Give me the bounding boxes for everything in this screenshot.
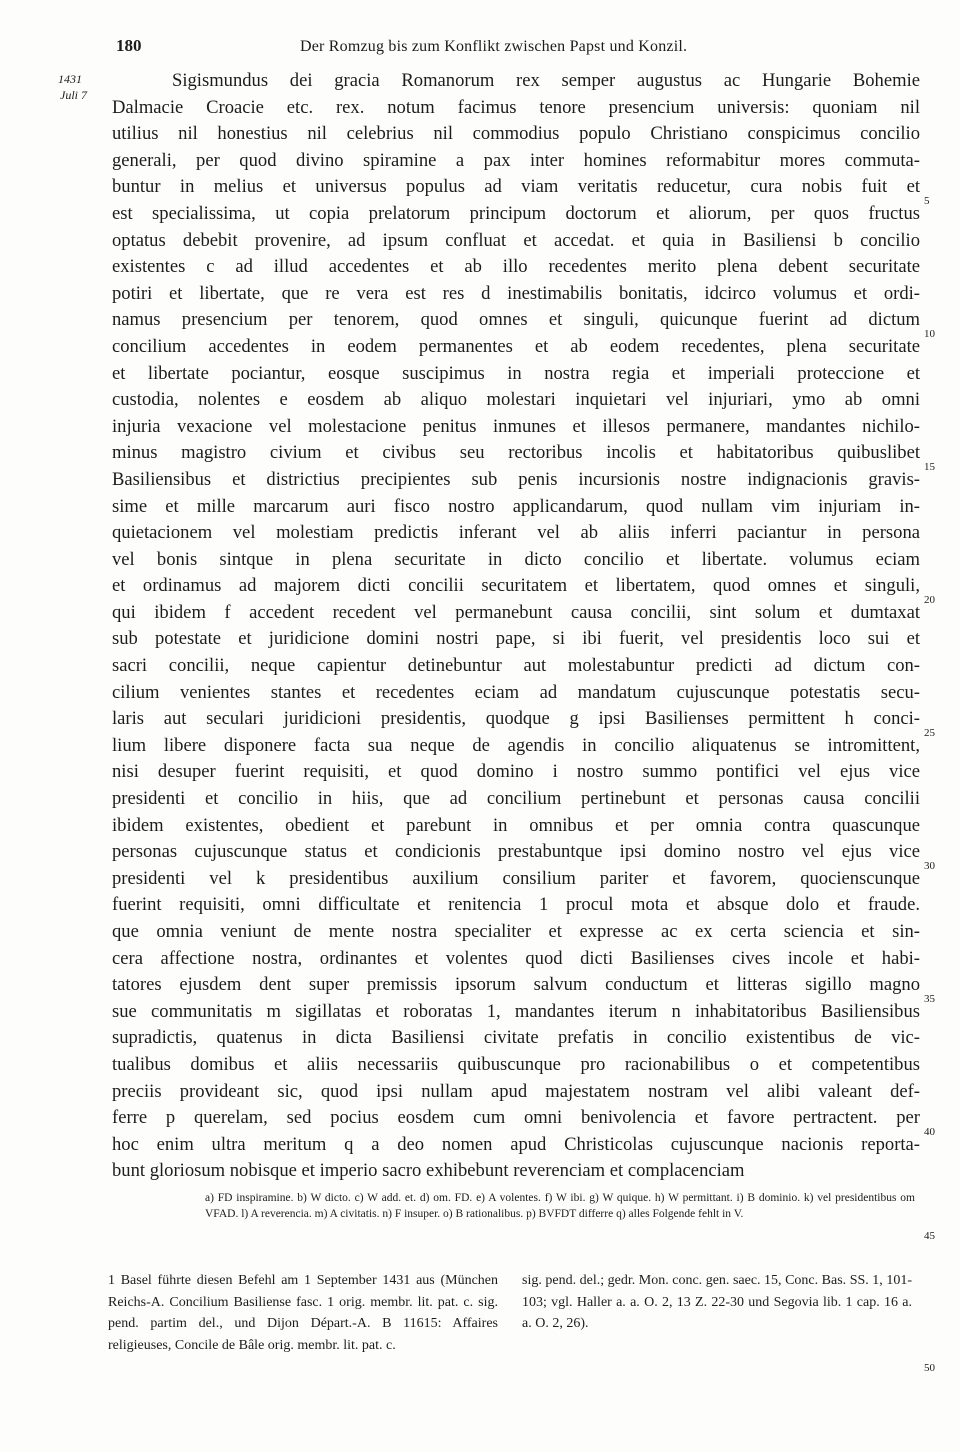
page-number: 180	[116, 36, 142, 55]
text-line: presidenti et concilio in hiis, que ad concilium pertinebunt et personas causa concilii	[112, 788, 920, 810]
text-line: et ordinamus ad majorem dicti concilii securitatem et libertatem, quod omnes et singuli,	[112, 575, 920, 597]
line-number: 50	[924, 1362, 935, 1374]
text-line: vel bonis sintque in plena securitate in dicto concilio et libertate. volumus eciam	[112, 548, 920, 570]
text-line: Dalmacie Croacie etc. rex. notum facimus tenore presencium universis: quoniam nil	[112, 96, 920, 118]
line-number: 40	[924, 1126, 935, 1138]
text-line: concilium accedentes in eodem permanentes et ab eodem recedentes, plena securitate	[112, 335, 920, 357]
line-number: 15	[924, 461, 935, 473]
line-number: 35	[924, 993, 935, 1005]
text-line: que omnia veniunt de mente nostra specialiter et expresse ac ex certa sciencia et sin-	[112, 921, 920, 942]
text-line: presidenti vel k presidentibus auxilium consilium pariter et favorem, quocienscunque	[112, 867, 920, 889]
text-line: existentes c ad illud accedentes et ab illo recedentes merito plena debent securitate	[112, 256, 920, 278]
text-line: laris aut seculari juridicioni presidentis, quodque g ipsi Basilienses permittent h conci-	[112, 708, 920, 730]
text-line: potiri et libertate, que re vera est res d inestimabilis bonitatis, idcirco volumus et ordi-	[112, 282, 920, 304]
margin-date-day: Juli 7	[60, 88, 87, 102]
line-number: 25	[924, 727, 935, 739]
running-title: Der Romzug bis zum Konflikt zwischen Papst und Konzil.	[300, 38, 688, 55]
text-line: quietacionem vel molestiam predictis inferant vel ab aliis inferri paciantur in persona	[112, 522, 920, 544]
text-line: bunt gloriosum nobisque et imperio sacro exhibebunt reverenciam et complacenciam	[112, 1160, 745, 1182]
text-line: utilius nil honestius nil celebrius nil commodius populo Christiano conspicimus concilio	[112, 123, 920, 145]
text-line: est specialissima, ut copia prelatorum principum doctorum et aliorum, per quos fructus	[112, 202, 920, 224]
critical-apparatus: a) FD inspiramine. b) W dicto. c) W add. et. d) om. FD. e) A volentes. f) W ibi. g) W quique. h) W permittant. i) B dominio. k) vel presidentibus om VFAD. l) A reverencia. m) A civitatis. n) F insuper. o) B rationalibus. p) BVFDT differre q) alles Folgende fehlt in V.	[205, 1192, 915, 1220]
footnote-right-column: sig. pend. del.; gedr. Mon. conc. gen. saec. 15, Conc. Bas. SS. 1, 101-103; vgl. Haller a. a. O. 2, 13 Z. 22-30 und Segovia lib. 1 cap. 16 a. a. O. 2, 26).	[522, 1273, 912, 1331]
text-line: cilium venientes stantes et recedentes eciam ad mandatum cujuscunque potestatis secu-	[112, 681, 920, 703]
margin-date-year: 1431	[58, 72, 82, 86]
line-number: 30	[924, 860, 935, 872]
text-line: Basiliensibus et districtius precipientes sub penis incursionis nostre indignacionis gravis-	[112, 468, 920, 490]
text-line: buntur in melius et universus populus ad viam veritatis reducetur, cura nobis fuit et	[112, 176, 920, 198]
text-line: tatores ejusdem dent super premissis ipsorum salvum conductum et litteras sigillo magno	[112, 974, 920, 996]
line-number: 10	[924, 328, 935, 340]
text-line: nisi desuper fuerint requisiti, et quod domino i nostro summo pontifici vel ejus vice	[112, 761, 920, 783]
text-line: fuerint requisiti, omni difficultate et renitencia 1 procul mota et absque dolo et fraude.	[112, 894, 920, 916]
text-line: hoc enim ultra meritum q a deo nomen apud Christicolas cujuscunque nacionis reporta-	[112, 1133, 920, 1155]
text-line: lium libere disponere facta sua neque de agendis in concilio aliquatenus se intromittent,	[112, 734, 920, 756]
text-line: preciis provideant sic, quod ipsi nullam apud majestatem nostram vel alibi valeant def-	[112, 1080, 920, 1102]
line-number: 20	[924, 594, 935, 606]
text-line: personas cujuscunque status et condicionis prestabuntque ipsi domino nostro vel ejus vice	[112, 841, 920, 863]
document-body	[112, 68, 920, 1185]
footnote-left-column: 1 Basel führte diesen Befehl am 1 September 1431 aus (München Reichs-A. Concilium Basiliense fasc. 1 orig. membr. lit. pat. c. sig. pend. partim del., und Dijon Départ.-A. B 11615: Affaires religieuses, Concile de Bâle orig. membr. lit. pat. c.	[108, 1273, 498, 1353]
text-line: sub potestate et juridicione domini nostri pape, si ibi fuerit, vel presidentis loco sui et	[112, 628, 920, 650]
text-line: supradictis, quatenus in dicta Basiliensi civitate prefatis in concilio existentibus de vic-	[112, 1027, 920, 1049]
text-line: optatus debebit provenire, ad ipsum confluat et accedat. et quia in Basiliensi b concilio	[112, 229, 920, 251]
text-line: ibidem existentes, obedient et parebunt in omnibus et per omnia contra quascunque	[112, 814, 920, 836]
text-line: et libertate pociantur, eosque suscipimus in nostra regia et imperiali proteccione et	[112, 362, 920, 384]
line-number: 5	[924, 195, 930, 207]
text-line: namus presencium per tenorem, quod omnes et singuli, quicunque fuerint ad dictum	[112, 309, 920, 331]
text-line: sime et mille marcarum auri fisco nostro applicandarum, quod nullam vim injuriam in-	[112, 495, 920, 517]
text-line: tualibus domibus et aliis necessariis quibuscunque pro racionabilibus o et competentibus	[112, 1053, 920, 1075]
text-line: sue communitatis m sigillatas et roboratas 1, mandantes iterum n inhabitatoribus Basiliensibus	[112, 1000, 920, 1022]
text-line: cera affectione nostra, ordinantes et volentes quod dicti Basilienses cives incole et habi-	[112, 947, 920, 969]
text-line: generali, per quod divino spiramine a pax inter homines reformabitur mores commuta-	[112, 149, 920, 171]
text-line: sacri concilii, neque capientur detinebuntur aut molestabuntur predicti ad dictum con-	[112, 655, 920, 677]
text-line: minus magistro civium et civibus seu rectoribus incolis et habitatoribus quibuslibet	[112, 442, 920, 464]
text-line: ferre p querelam, sed pocius eosdem cum omni benivolencia et favore pertractent. per	[112, 1107, 920, 1129]
text-line: custodia, nolentes e eosdem ab aliquo molestari inquietari vel injuriari, ymo ab omni	[112, 389, 920, 411]
text-line: Sigismundus dei gracia Romanorum rex semper augustus ac Hungarie Bohemie	[172, 70, 920, 91]
line-number: 45	[924, 1230, 935, 1242]
text-line: qui ibidem f accedent recedent vel permanebunt causa concilii, sint solum et dumtaxat	[112, 601, 920, 623]
text-line: injuria vexacione vel molestacione penitus inmunes et illesos permanere, mandantes nichilo-	[112, 415, 920, 437]
